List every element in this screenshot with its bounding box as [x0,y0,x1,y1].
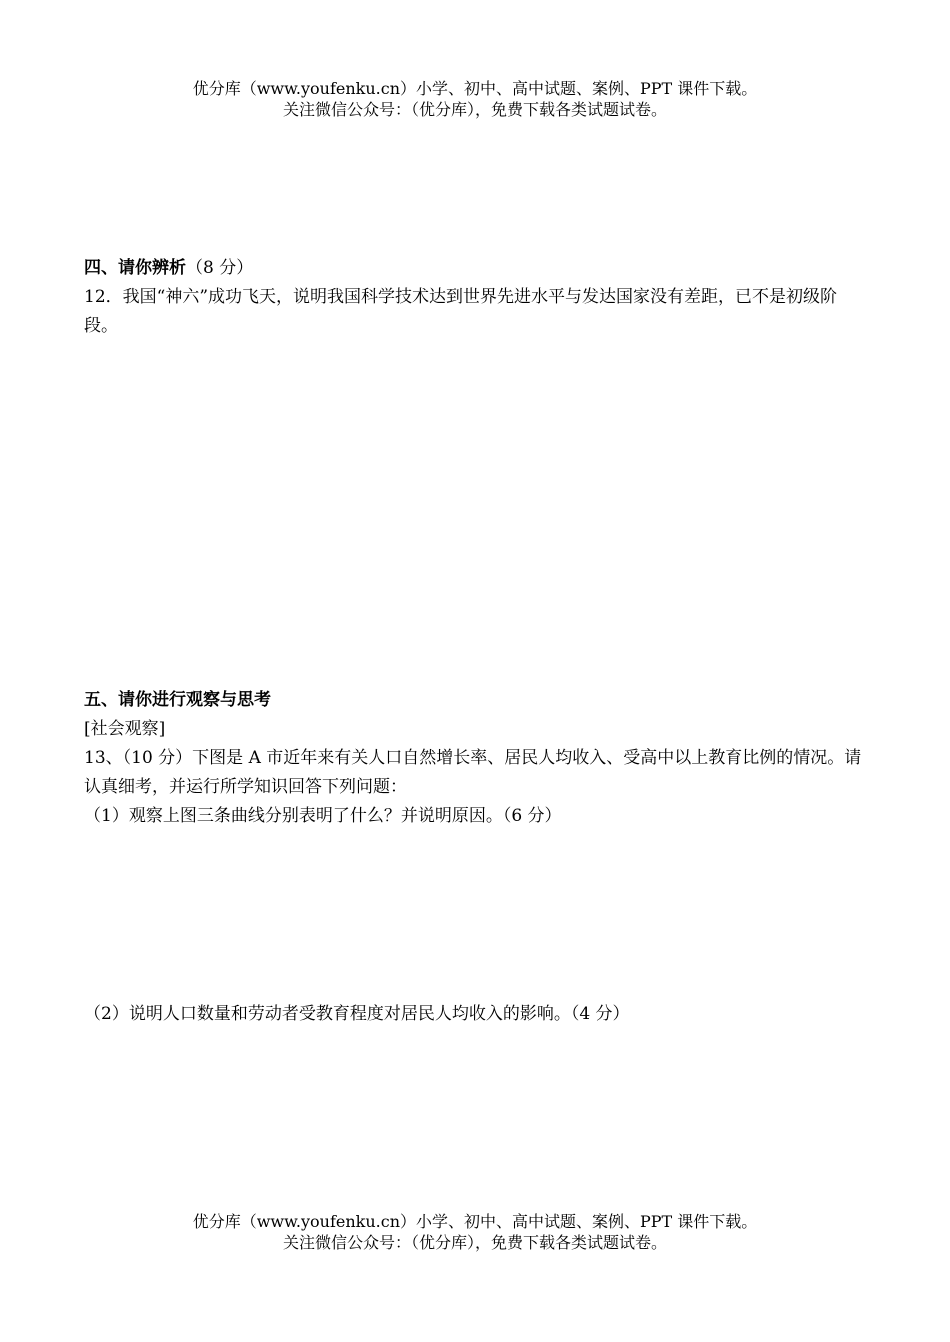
section-5-heading: 五、请你进行观察与思考 [84,690,271,710]
header-line-1: 优分库（www.youfenku.cn）小学、初中、高中试题、案例、PPT 课件下载。 [192,79,758,98]
question-13-part-2: （2）说明人口数量和劳动者受教育程度对居民人均收入的影响。（4 分） [84,1004,630,1024]
section-4-points: （8 分） [186,258,254,278]
section-4-heading [84,254,864,283]
section-5-subheading: [社会观察] [84,719,166,739]
section-5 [84,686,864,831]
footer-line-1: 优分库（www.youfenku.cn）小学、初中、高中试题、案例、PPT 课件下载。 [192,1212,758,1231]
question-13: 13、（10 分）下图是 A 市近年来有关人口自然增长率、居民人均收入、受高中以上教育比例的情况。请认真细考，并运行所学知识回答下列问题： [84,748,862,797]
question-13-part-1: （1）观察上图三条曲线分别表明了什么？并说明原因。（6 分） [84,806,562,826]
footer-line-2: 关注微信公众号：（优分库），免费下载各类试题试卷。 [282,1233,667,1252]
question-12: 12．我国“神六”成功飞天，说明我国科学技术达到世界先进水平与发达国家没有差距，已不是初级阶段。 [84,287,838,336]
header-line-2: 关注微信公众号：（优分库），免费下载各类试题试卷。 [282,100,667,119]
section-4-title: 四、请你辨析 [84,258,186,278]
page-footer [0,1211,950,1253]
page-header [0,78,950,120]
section-4 [84,254,864,341]
